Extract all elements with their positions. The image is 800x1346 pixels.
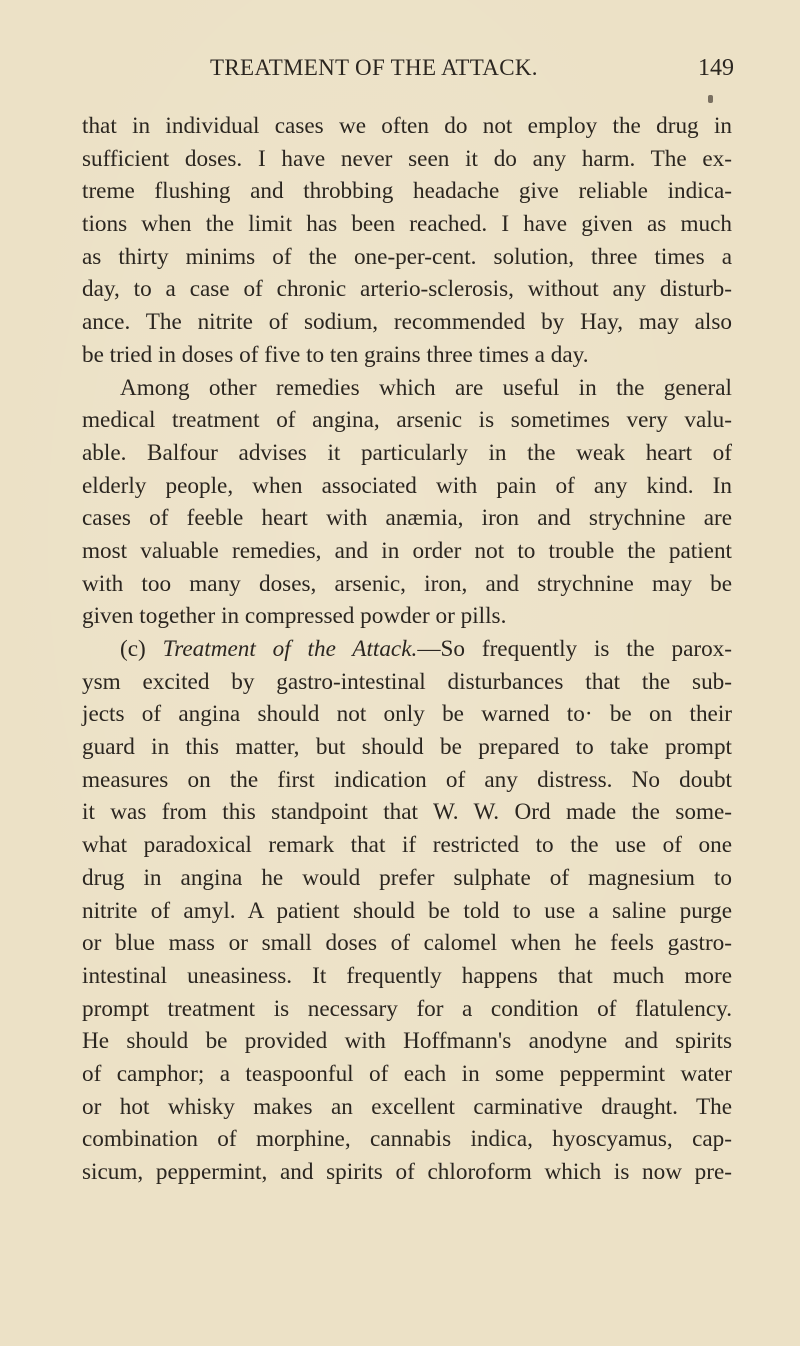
text-line: be tried in doses of five to ten grains three times a day. [82,341,589,368]
text-line: it was from this standpoint that W. W. Ord made the some- [82,799,732,826]
text-line: or blue mass or small doses of calomel when he feels gastro- [82,930,732,957]
text-line: elderly people, when associated with pain of any kind. In [82,472,732,499]
text-line: nitrite of amyl. A patient should be told to use a saline purge [82,897,732,924]
text-line: day, to a case of chronic arterio-sclerosis, without any disturb- [82,276,732,303]
text-line: ance. The nitrite of sodium, recommended by Hay, may also [82,309,732,336]
text-line: that in individual cases we often do not employ the drug in [82,113,732,139]
section-heading-line [82,633,732,666]
section-heading-continuation: —So frequently is the parox- [417,636,732,662]
text-line: measures on the first indication of any distress. No doubt [82,766,732,793]
text-line: tions when the limit has been reached. I have given as much [82,211,732,238]
ink-smudge [708,95,713,103]
section-heading: Treatment of the Attack. [162,636,418,662]
text-line: what paradoxical remark that if restricted to the use of one [82,832,732,859]
text-line: most valuable remedies, and in order not to trouble the patient [82,537,732,564]
text-line: drug in angina he would prefer sulphate of magnesium to [82,864,732,891]
text-line: sicum, peppermint, and spirits of chloroform which is now pre- [82,1159,732,1185]
text-line: cases of feeble heart with anæmia, iron and strychnine are [82,505,732,532]
text-line: given together in compressed powder or pills. [82,603,507,630]
text-line: combination of morphine, cannabis indica, hyoscyamus, cap- [82,1126,732,1153]
running-head-title: TREATMENT OF THE ATTACK. [210,55,538,80]
page-number: 149 [698,55,734,81]
section-label: (c) [120,636,146,662]
body-text [82,110,732,1189]
text-line: ysm excited by gastro-intestinal disturbances that the sub- [82,668,732,695]
text-line: or hot whisky makes an excellent carminative draught. The [82,1093,732,1120]
text-line: sufficient doses. I have never seen it do any harm. The ex- [82,145,732,172]
text-line: able. Balfour advises it particularly in the weak heart of [82,439,732,466]
running-head [0,55,800,95]
text-line: of camphor; a teaspoonful of each in some peppermint water [82,1060,732,1087]
text-line: jects of angina should not only be warned to· be on their [82,701,732,728]
text-line: treme flushing and throbbing headache give reliable indica- [82,178,732,205]
text-line: with too many doses, arsenic, iron, and strychnine may be [82,570,732,597]
text-line: as thirty minims of the one-per-cent. solution, three times a [82,243,732,270]
text-line: He should be provided with Hoffmann's anodyne and spirits [82,1028,732,1055]
text-line: medical treatment of angina, arsenic is sometimes very valu- [82,407,732,434]
text-line: prompt treatment is necessary for a condition of flatulency. [82,995,732,1022]
text-line: guard in this matter, but should be prepared to take prompt [82,734,732,761]
paragraph-start-line: Among other remedies which are useful in the general [120,374,732,401]
text-line: intestinal uneasiness. It frequently happens that much more [82,962,732,989]
